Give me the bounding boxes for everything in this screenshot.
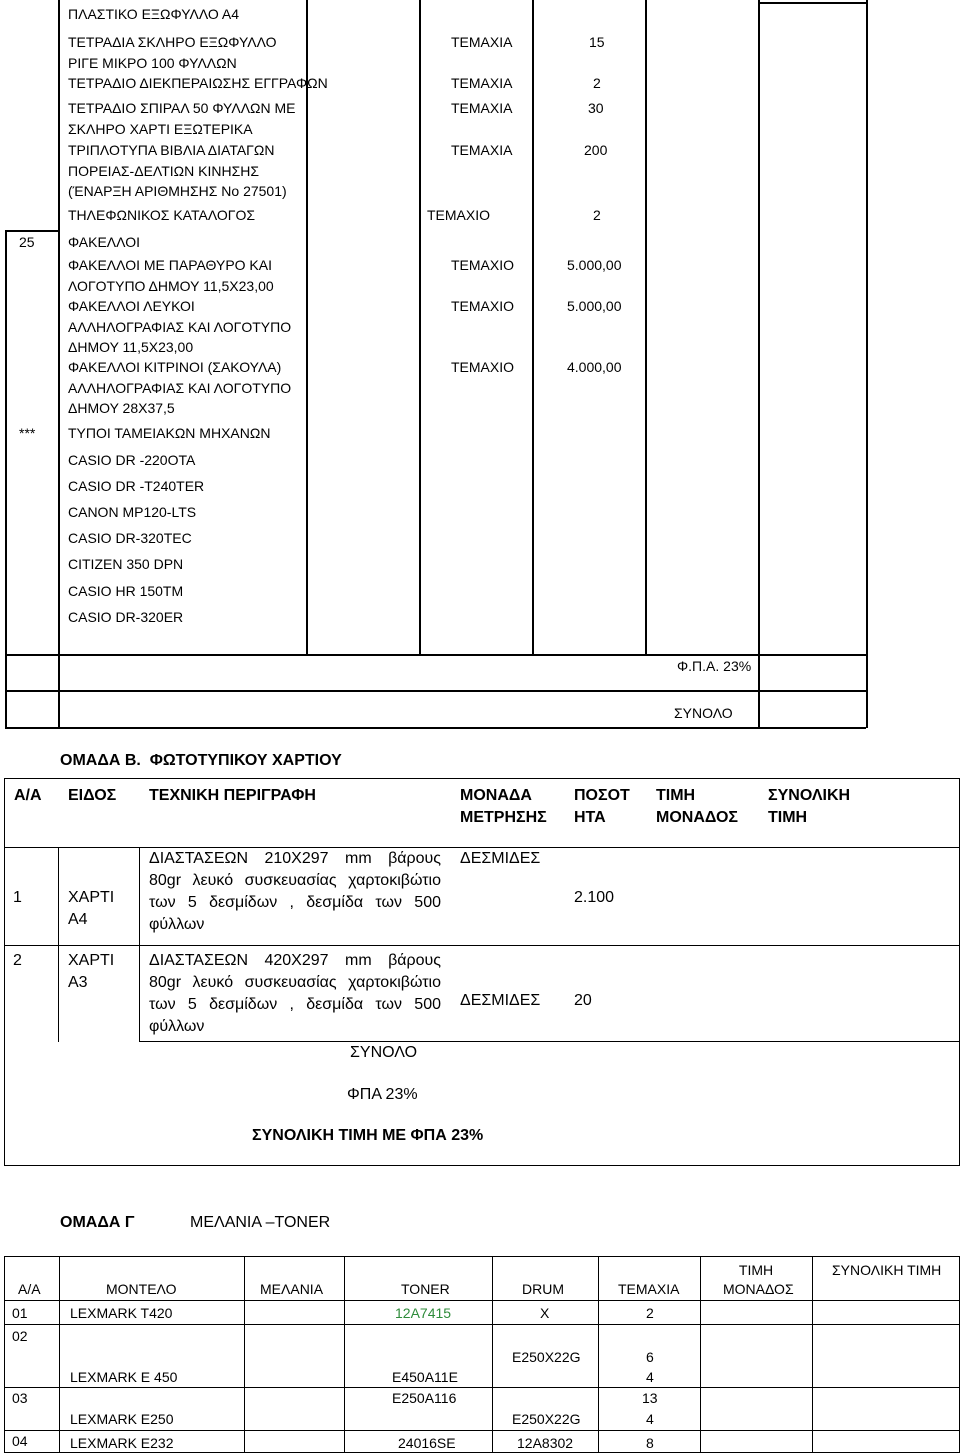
group-b-row-aa: 1	[13, 889, 22, 906]
upper-qty: 200	[584, 142, 608, 158]
upper-desc: ΤΥΠΟΙ ΤΑΜΕΙΑΚΩΝ ΜΗΧΑΝΩΝ	[68, 425, 271, 441]
upper-desc: CASIO DR -T240TER	[68, 478, 205, 494]
group-c-row-aa: 01	[12, 1305, 28, 1321]
group-b-row-item: ΧΑΡΤΙ Α4	[68, 889, 115, 928]
group-b-row-qty: 2.100	[574, 889, 615, 906]
group-c-title-prefix: ΟΜΑΔΑ Γ	[60, 1214, 135, 1231]
upper-desc: ΤΕΤΡΑΔΙΑ ΣΚΛΗΡΟ ΕΞΩΦΥΛΛΟ ΡΙΓΕ ΜΙΚΡΟ 100 ΦΥΛΛΩΝ	[68, 34, 277, 71]
group-c-row-model: LEXMARK E250	[70, 1411, 174, 1427]
group-b-row-unit: ΔΕΣΜΙΔΕΣ	[460, 850, 541, 867]
group-b-header-aa: Α/Α	[14, 787, 42, 804]
group-b-row-qty: 20	[574, 992, 592, 1009]
group-b-title: ΟΜΑΔΑ Β. ΦΩΤΟΤΥΠΙΚΟΥ ΧΑΡΤΙΟΥ	[60, 752, 342, 769]
group-c-row-aa: 03	[12, 1390, 28, 1406]
upper-unit: ΤΕΜΑΧΙΑ	[451, 34, 513, 50]
group-b-header-unit: ΜΟΝΑΔΑ ΜΕΤΡΗΣΗΣ	[460, 787, 547, 826]
group-c-header-pieces: ΤΕΜΑΧΙΑ	[618, 1281, 680, 1297]
group-c-header-toner: TONER	[401, 1281, 450, 1297]
upper-vat-label: Φ.Π.Α. 23%	[677, 658, 752, 674]
upper-item-no: ***	[19, 425, 36, 441]
group-b-vat-label: ΦΠΑ 23%	[347, 1086, 418, 1103]
group-c-header-model: ΜΟΝΤΕΛΟ	[106, 1281, 177, 1297]
upper-qty: 4.000,00	[567, 359, 622, 375]
group-b-row-unit: ΔΕΣΜΙΔΕΣ	[460, 992, 541, 1009]
group-c-row-model: LEXMARK E232	[70, 1435, 174, 1451]
upper-desc: CITIZEN 350 DPN	[68, 556, 184, 572]
group-b-sum-label: ΣΥΝΟΛΟ	[350, 1044, 418, 1061]
group-b-header-price: ΤΙΜΗ ΜΟΝΑΔΟΣ	[656, 787, 738, 826]
upper-unit: ΤΕΜΑΧΙΟ	[451, 298, 515, 314]
group-c-row-drum: 12A8302	[517, 1435, 574, 1451]
group-c-row-pieces: 2	[646, 1305, 654, 1321]
group-b-header-desc: ΤΕΧΝΙΚΗ ΠΕΡΙΓΡΑΦΗ	[149, 787, 316, 804]
upper-desc: ΠΛΑΣΤΙΚΟ ΕΞΩΦΥΛΛΟ Α4	[68, 6, 240, 22]
upper-qty: 5.000,00	[567, 257, 622, 273]
upper-qty: 2	[593, 207, 601, 223]
upper-desc: ΤΕΤΡΑΔΙΟ ΔΙΕΚΠΕΡΑΙΩΣΗΣ ΕΓΓΡΑΦΩΝ	[68, 75, 328, 91]
group-c-row-drum: X	[540, 1305, 550, 1321]
upper-unit: ΤΕΜΑΧΙΑ	[451, 100, 513, 116]
group-b-row-desc: ΔΙΑΣΤΑΣΕΩΝ 420Χ297 mm βάρους 80gr λευκό συσκευασίας χαρτοκιβώτιο των 5 δεσμίδων , δεσμίδα των 500 φύλλων	[149, 952, 441, 1035]
upper-unit: ΤΕΜΑΧΙΟ	[451, 257, 515, 273]
group-c-row-aa: 02	[12, 1328, 28, 1344]
group-c-header-ink: ΜΕΛΑΝΙΑ	[260, 1281, 324, 1297]
group-c-row-model: LEXMARK E 450	[70, 1369, 178, 1385]
upper-unit: ΤΕΜΑΧΙΑ	[451, 142, 513, 158]
group-b-row-item: ΧΑΡΤΙ Α3	[68, 952, 115, 991]
group-b-row-desc: ΔΙΑΣΤΑΣΕΩΝ 210Χ297 mm βάρους 80gr λευκό συσκευασίας χαρτοκιβώτιο των 5 δεσμίδων , δεσμίδα των 500 φύλλων	[149, 850, 441, 933]
group-c-row-pieces: 8	[646, 1435, 654, 1451]
upper-desc: ΤΡΙΠΛΟΤΥΠΑ ΒΙΒΛΙΑ ΔΙΑΤΑΓΩΝ ΠΟΡΕΙΑΣ-ΔΕΛΤΙΩΝ ΚΙΝΗΣΗΣ (ΈΝΑΡΞΗ ΑΡΙΘΜΗΣΗΣ Νο 27501)	[68, 142, 287, 199]
upper-qty: 15	[589, 34, 605, 50]
upper-total-label: ΣΥΝΟΛΟ	[674, 705, 733, 721]
upper-desc: CANON MP120-LTS	[68, 504, 197, 520]
upper-desc: CASIO DR-320ER	[68, 609, 184, 625]
group-c-row-pieces: 6	[646, 1349, 654, 1365]
group-b-header-item: ΕΙΔΟΣ	[68, 787, 117, 804]
upper-qty: 30	[588, 100, 604, 116]
upper-desc: ΦΑΚΕΛΛΟΙ	[68, 234, 140, 250]
upper-item-no: 25	[19, 234, 35, 250]
group-c-row-model: LEXMARK T420	[70, 1305, 173, 1321]
upper-qty: 5.000,00	[567, 298, 622, 314]
upper-unit: ΤΕΜΑΧΙΟ	[427, 207, 491, 223]
group-c-header-price: ΤΙΜΗ ΜΟΝΑΔΟΣ	[723, 1262, 794, 1297]
group-c-row-drum: E250X22G	[512, 1349, 581, 1365]
upper-unit: ΤΕΜΑΧΙΑ	[451, 75, 513, 91]
upper-qty: 2	[593, 75, 601, 91]
group-c-row-pieces: 4	[646, 1411, 654, 1427]
group-c-header-drum: DRUM	[522, 1281, 564, 1297]
group-b-grand-label: ΣΥΝΟΛΙΚΗ ΤΙΜΗ ΜΕ ΦΠΑ 23%	[252, 1127, 484, 1144]
group-c-header-total: ΣΥΝΟΛΙΚΗ ΤΙΜΗ	[832, 1262, 942, 1278]
upper-desc: ΦΑΚΕΛΛΟΙ ΛΕΥΚΟΙ ΑΛΛΗΛΟΓΡΑΦΙΑΣ ΚΑΙ ΛΟΓΟΤΥΠΟ ΔΗΜΟΥ 11,5Χ23,00	[68, 298, 292, 355]
group-c-row-toner: 24016SE	[398, 1435, 456, 1451]
group-c-row-drum: E250X22G	[512, 1411, 581, 1427]
upper-desc: CASIO DR -220OTA	[68, 452, 196, 468]
group-b-header-total: ΣΥΝΟΛΙΚΗ ΤΙΜΗ	[768, 787, 851, 826]
group-b-header-qty: ΠΟΣΟΤ ΗΤΑ	[574, 787, 630, 826]
upper-desc: ΦΑΚΕΛΛΟΙ ΜΕ ΠΑΡΑΘΥΡΟ ΚΑΙ ΛΟΓΟΤΥΠΟ ΔΗΜΟΥ 11,5Χ23,00	[68, 257, 274, 294]
group-c-row-ink: 12A7415	[395, 1305, 452, 1321]
group-c-row-pieces: 4	[646, 1369, 654, 1385]
group-b-row-aa: 2	[13, 952, 22, 969]
group-c-row-toner: E450A11E	[392, 1369, 458, 1385]
upper-desc: ΤΗΛΕΦΩΝΙΚΟΣ ΚΑΤΑΛΟΓΟΣ	[68, 207, 256, 223]
upper-unit: ΤΕΜΑΧΙΟ	[451, 359, 515, 375]
upper-desc: ΦΑΚΕΛΛΟΙ ΚΙΤΡΙΝΟΙ (ΣΑΚΟΥΛΑ) ΑΛΛΗΛΟΓΡΑΦΙΑΣ ΚΑΙ ΛΟΓΟΤΥΠΟ ΔΗΜΟΥ 28Χ37,5	[68, 359, 292, 416]
upper-desc: CASIO DR-320TEC	[68, 530, 192, 546]
group-c-title: ΜΕΛΑΝΙΑ –TONER	[190, 1214, 331, 1231]
upper-desc: ΤΕΤΡΑΔΙΟ ΣΠΙΡΑΛ 50 ΦΥΛΛΩΝ ΜΕ ΣΚΛΗΡΟ ΧΑΡΤΙ ΕΞΩΤΕΡΙΚΑ	[68, 100, 296, 137]
group-c-row-aa: 04	[12, 1433, 28, 1449]
group-c-row-pieces: 13	[642, 1390, 658, 1406]
group-c-row-toner: E250A116	[392, 1390, 457, 1406]
upper-desc: CASIO HR 150TM	[68, 583, 184, 599]
group-c-header-aa: Α/Α	[18, 1281, 41, 1297]
